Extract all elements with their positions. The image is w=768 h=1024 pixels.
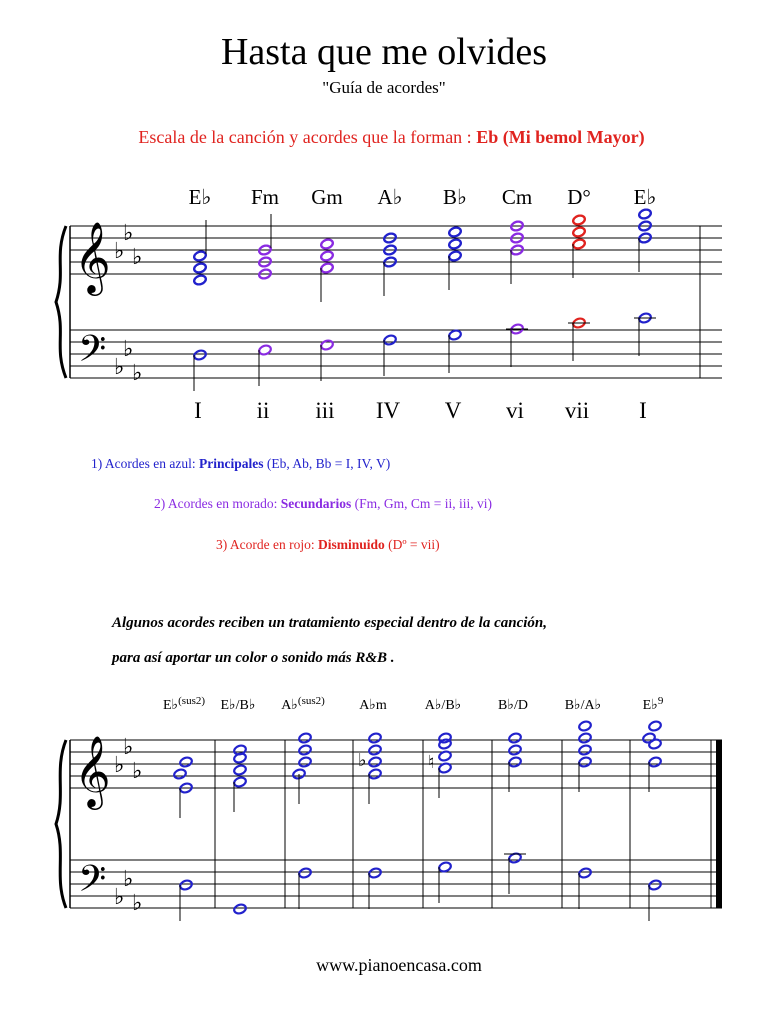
chord-name-base: A♭m (359, 698, 387, 713)
footer-url: www.pianoencasa.com (316, 955, 482, 975)
legend-2-text: 2) Acordes en morado: Secundarios (Fm, Gm, Cm = ii, iii, vi) (154, 496, 492, 511)
flat-sign-icon: ♭ (132, 360, 143, 385)
flat-sign-icon: ♭ (123, 220, 134, 245)
score-system-2 (0, 680, 768, 940)
bass-note (448, 329, 462, 341)
scale-heading-key: Eb (Mi bemol Mayor) (476, 127, 645, 147)
chord-note (572, 214, 586, 226)
chord-name-superscript: (sus2) (178, 695, 206, 707)
chord-name: E♭ (188, 185, 212, 209)
chord-name (163, 695, 205, 713)
chord-note (173, 768, 187, 780)
chord-name-base: E♭/B♭ (220, 698, 256, 713)
chord-name-base: A♭/B♭ (424, 698, 462, 713)
scale-heading-prefix: Escala de la canción y acordes que la forman : (138, 127, 472, 147)
chord-note (648, 720, 662, 732)
chord-note (638, 208, 652, 220)
flat-sign-icon: ♭ (114, 354, 125, 379)
chord-note (298, 744, 312, 756)
brace-icon (56, 226, 66, 378)
degree-label: V (444, 398, 462, 423)
legend-3-text: 3) Acorde en rojo: Disminuido (Dº = vii) (216, 537, 440, 552)
chord-name: D° (567, 185, 591, 209)
bass-note (193, 349, 207, 361)
chord-name-base: B♭/D (498, 698, 528, 713)
bass-note (578, 867, 592, 879)
chord-note (368, 744, 382, 756)
chord-note (320, 250, 334, 262)
brace-icon (56, 740, 66, 908)
chord-name-base: E♭ (642, 698, 658, 713)
flat-sign-icon: ♭ (132, 890, 143, 915)
legend-item-principales (91, 456, 390, 472)
page-subtitle: "Guía de acordes" (322, 78, 446, 97)
chord-name (221, 698, 256, 713)
chord-note (642, 732, 656, 744)
bass-note (368, 867, 382, 879)
chord-note (233, 776, 247, 788)
page-title: Hasta que me olvides (220, 31, 548, 73)
bass-clef-icon: 𝄢 (78, 329, 107, 378)
chord-name (565, 698, 602, 713)
chord-note (578, 756, 592, 768)
chord-note (368, 768, 382, 780)
chord-name (425, 698, 462, 713)
chord-note (448, 250, 462, 262)
chord-name (359, 698, 387, 713)
bass-note (233, 903, 247, 915)
chord-note (578, 732, 592, 744)
chord-note (233, 764, 247, 776)
chord-name: A♭ (377, 185, 403, 209)
bass-clef-icon: 𝄢 (78, 859, 107, 908)
chord-note (448, 238, 462, 250)
chord-name: E♭ (633, 185, 657, 209)
chord-name: Cm (501, 185, 533, 209)
bass-note (648, 879, 662, 891)
chord-note (368, 732, 382, 744)
chord-name: Fm (250, 185, 280, 209)
flat-sign-icon: ♭ (123, 734, 134, 759)
degree-label: iii (315, 398, 335, 423)
chord-note (508, 756, 522, 768)
chord-note (320, 262, 334, 274)
degree-label: I (194, 398, 202, 423)
degree-label: ii (256, 398, 270, 423)
treble-clef-icon: 𝄞 (74, 738, 111, 806)
chord-note (193, 262, 207, 274)
bass-note (438, 861, 452, 873)
chord-note (298, 732, 312, 744)
chord-note (368, 756, 382, 768)
chord-name (498, 698, 528, 713)
treble-clef-icon: 𝄞 (74, 224, 111, 292)
flat-sign-icon: ♭ (114, 238, 125, 263)
flat-sign-icon: ♭ (114, 752, 125, 777)
flat-sign-icon: ♭ (114, 884, 125, 909)
chord-note (298, 756, 312, 768)
flat-sign-icon: ♭ (132, 758, 143, 783)
degree-label: IV (375, 398, 401, 423)
chord-note (448, 226, 462, 238)
flat-sign-icon: ♭ (123, 336, 134, 361)
chord-name-base: B♭/A♭ (564, 698, 602, 713)
bass-note (179, 879, 193, 891)
degree-label: I (639, 398, 647, 423)
score-system-1 (0, 0, 768, 440)
chord-note (508, 732, 522, 744)
chord-note (648, 756, 662, 768)
degree-label: vii (564, 398, 590, 423)
note-line-1: Algunos acordes reciben un tratamiento especial dentro de la canción, (112, 615, 548, 631)
chord-name (281, 695, 325, 713)
chord-note (578, 744, 592, 756)
legend-1-text: 1) Acordes en azul: Principales (Eb, Ab, Bb = I, IV, V) (91, 456, 391, 471)
chord-name-superscript: (sus2) (297, 695, 325, 707)
flat-sign-icon: ♭ (132, 244, 143, 269)
chord-note (578, 720, 592, 732)
natural-sign-icon: ♮ (428, 752, 435, 772)
chord-name-base: E♭ (162, 698, 179, 713)
legend-item-disminuido (216, 537, 440, 553)
chord-note (193, 250, 207, 262)
chord-note (179, 756, 193, 768)
chord-note (572, 226, 586, 238)
chord-note (572, 238, 586, 250)
legend-item-secundarios (154, 496, 492, 512)
flat-sign-icon: ♭ (358, 750, 367, 770)
chord-note (320, 238, 334, 250)
note-line-2: para así aportar un color o sonido más R&B . (112, 650, 395, 666)
chord-name (643, 695, 664, 713)
chord-note (508, 744, 522, 756)
chord-name: Gm (311, 185, 343, 209)
chord-name-base: A♭ (281, 698, 298, 713)
degree-label: vi (506, 398, 524, 423)
chord-name-superscript: 9 (657, 695, 664, 707)
bass-note (320, 339, 334, 351)
bass-note (298, 867, 312, 879)
chord-name: B♭ (443, 185, 467, 209)
final-barline-thick (716, 740, 722, 908)
bass-note (383, 334, 397, 346)
flat-sign-icon: ♭ (123, 866, 134, 891)
chord-note (193, 274, 207, 286)
